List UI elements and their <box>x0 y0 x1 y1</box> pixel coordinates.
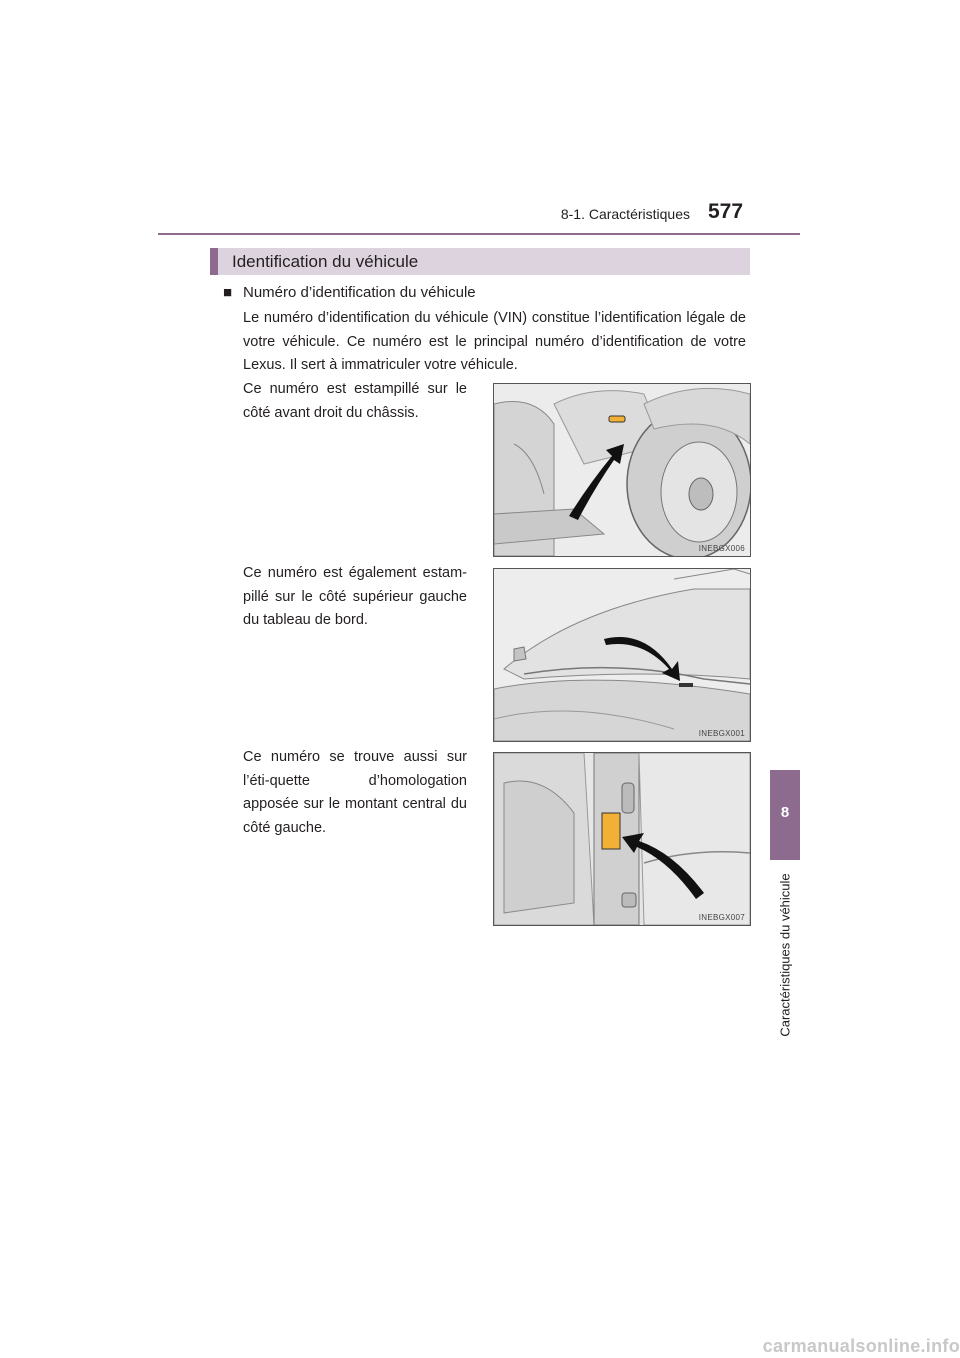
figure-2-dashboard-image <box>493 568 751 742</box>
figure-2-code: INEBGX001 <box>698 729 745 738</box>
figure-1-chassis-image <box>493 383 751 557</box>
certification-label-highlight <box>602 813 620 849</box>
figure-3-pillar-image <box>493 752 751 926</box>
running-header-section: 8-1. Caractéristiques <box>560 206 690 222</box>
section-heading-bar <box>210 248 750 275</box>
watermark: carmanualsonline.info <box>762 1336 960 1356</box>
figure-1-code: INEBGX006 <box>698 544 745 553</box>
square-bullet-icon: ■ <box>223 284 233 301</box>
vin-plate-highlight <box>609 416 625 422</box>
section-title: Identification du véhicule <box>232 252 419 271</box>
intro-paragraph: Le numéro d’identification du véhicule (VIN) constitue l’identification légale de votre véhicule. Ce numéro est le principal numéro d’identification de votre Lexus. Il sert à immatriculer votre véhicule. <box>243 310 746 373</box>
page-number: 577 <box>708 200 744 223</box>
figure-1-caption: Ce numéro est estampillé sur le côté avant droit du châssis. <box>243 381 467 421</box>
b-pillar-illustration <box>494 753 750 925</box>
windshield-illustration <box>494 569 750 741</box>
chapter-number: 8 <box>780 804 790 821</box>
figure-3-code: INEBGX007 <box>698 913 745 922</box>
figure-3-caption: Ce numéro se trouve aussi sur l’éti-quette d’homologation apposée sur le montant central du côté gauche. <box>243 749 467 836</box>
subsection-heading <box>223 284 476 301</box>
subsection-title: Numéro d’identification du véhicule <box>243 284 476 301</box>
chapter-tab <box>770 770 800 860</box>
chapter-side-label-text: Caractéristiques du véhicule <box>777 873 793 1037</box>
chassis-illustration <box>494 384 750 556</box>
vin-dashboard-marker <box>679 683 693 687</box>
header-divider <box>158 233 800 235</box>
figure-2-caption: Ce numéro est également estam-pillé sur le côté supérieur gauche du tableau de bord. <box>243 565 467 628</box>
